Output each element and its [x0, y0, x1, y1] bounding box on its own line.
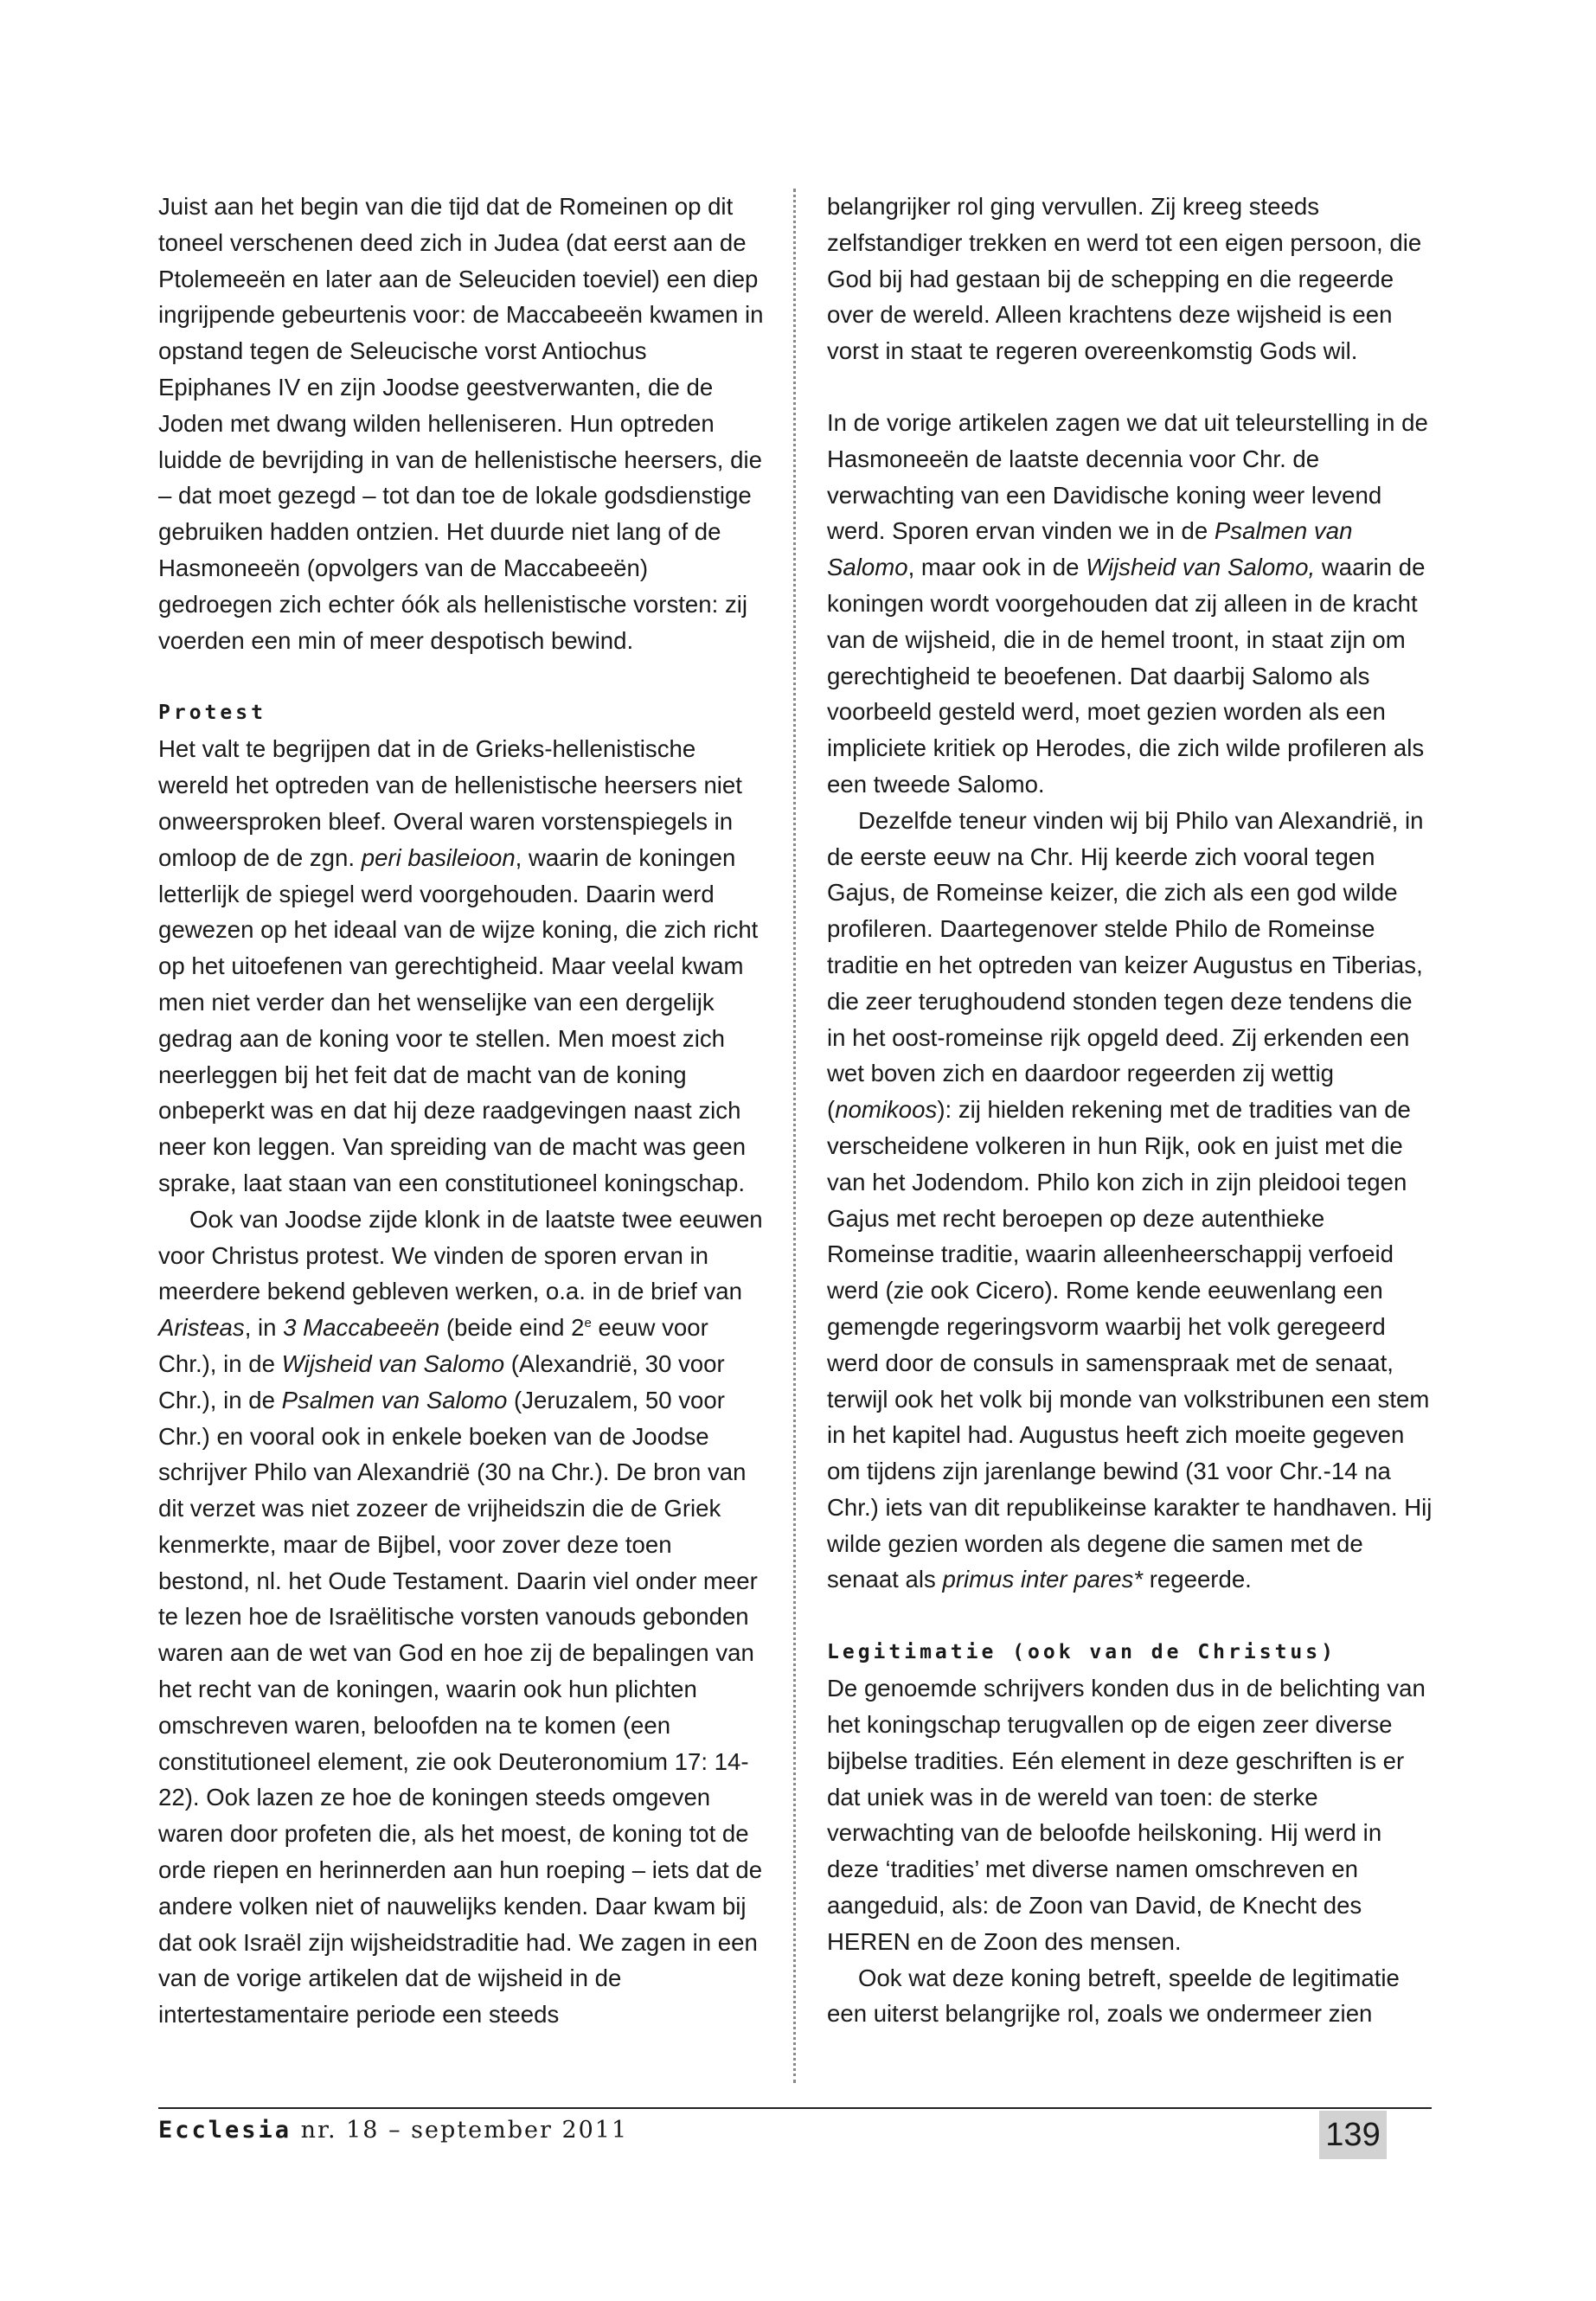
paragraph: belangrijker rol ging vervullen. Zij kreeg steeds zelfstandiger trekken en werd tot een eigen persoon, die God bij had gestaan bij de schepping en die regeerde over de wereld. Alleen krachtens deze wijsheid is een vorst in staat te regeren overeenkomstig Gods wil.: [827, 193, 1422, 365]
magazine-name: Ecclesia: [158, 2117, 292, 2144]
section-heading-legitimatie: Legitimatie (ook van de Christus): [827, 1641, 1336, 1664]
page-number: 139: [1319, 2111, 1387, 2159]
paragraph: In de vorige artikelen zagen we dat uit teleurstelling in de Hasmoneeën de laatste decennia voor Chr. de verwachting van een Davidische koning weer levend werd. Sporen ervan vinden we in de Psalmen van Salomo, maar ook in de Wijsheid van Salomo, waarin de koningen wordt voorgehouden dat zij alleen in de kracht van de wijsheid, die in de hemel troont, in staat zijn om gerechtigheid te beoefenen. Dat daarbij Salomo als voorbeeld gesteld werd, moet gezien worden als een impliciete kritiek op Herodes, die zich wilde profileren als een tweede Salomo.: [827, 408, 1428, 798]
paragraph: De genoemde schrijvers konden dus in de belichting van het koningschap terugvallen op de eigen zeer diverse bijbelse tradities. Eén element in deze geschriften is er dat uniek was in de wereld van toen: de sterke verwachting van de beloofde heilskoning. Hij werd in deze ‘tradities’ met diverse namen omschreven en aangeduid, als: de Zoon van David, de Knecht des HEREN en de Zoon des mensen.: [827, 1675, 1426, 1955]
paragraph: Het valt te begrijpen dat in de Grieks-hellenistische wereld het optreden van de hellenistische heersers niet onweersproken bleef. Overal waren vorstenspiegels in omloop de de zgn. peri basileioon, waarin de koningen letterlijk de spiegel werd voorgehouden. Daarin werd gewezen op het ideaal van de wijze koning, die zich richt op het uitoefenen van gerechtigheid. Maar veelal kwam men niet verder dan het wenselijke van een dergelijk gedrag aan de koning voor te stellen. Men moest zich neerleggen bij het feit dat de macht van de koning onbeperkt was en dat hij deze raadgevingen naast zich neer kon leggen. Van spreiding van de macht was geen sprake, laat staan van een constitutioneel koningschap.: [158, 735, 759, 1196]
issue-info: nr. 18 – september 2011: [292, 2117, 629, 2144]
paragraph: Dezelfde teneur vinden wij bij Philo van Alexandrië, in de eerste eeuw na Chr. Hij keerde zich vooral tegen Gajus, de Romeinse keizer, die zich als een god wilde profileren. Daartegenover stelde Philo de Romeinse traditie en het optreden van keizer Augustus en Tiberias, die zeer terughoudend stonden tegen deze tendens die in het oost-romeinse rijk opgeld deed. Zij erkenden een wet boven zich en daardoor regeerden zij wettig (nomikoos): zij hielden rekening met de tradities van de verscheidene volkeren in hun Rijk, ook en juist met die van het Jodendom. Philo kon zich in zijn pleidooi tegen Gajus met recht beroepen op deze autenthieke Romeinse traditie, waarin alleenheerschappij verfoeid werd (zie ook Cicero). Rome kende eeuwenlang een gemengde regeringsvorm waarbij het volk geregeerd werd door de consuls in samenspraak met de senaat, terwijl ook het volk bij monde van volkstribunen een stem in het kapitel had. Augustus heeft zich moeite gegeven om tijdens zijn jarenlange bewind (31 voor Chr.-14 na Chr.) iets van dit republikeinse karakter te handhaven. Hij wilde gezien worden als degene die samen met de senaat als primus inter pares* regeerde.: [827, 806, 1433, 1593]
paragraph: Ook wat deze koning betreft, speelde de legitimatie een uiterst belangrijke rol, zoals we ondermeer zien: [827, 1964, 1400, 2028]
footer-rule: [158, 2107, 1432, 2109]
paragraph: Ook van Joodse zijde klonk in de laatste twee eeuwen voor Christus protest. We vinden de sporen ervan in meerdere bekend gebleven werken, o.a. in de brief van Aristeas, in 3 Maccabeeën (beide eind 2e eeuw voor Chr.), in de Wijsheid van Salomo (Alexandrië, 30 voor Chr.), in de Psalmen van Salomo (Jeruzalem, 50 voor Chr.) en vooral ook in enkele boeken van de Joodse schrijver Philo van Alexandrië (30 na Chr.). De bron van dit verzet was niet zozeer de vrijheidszin die de Griek kenmerkte, maar de Bijbel, voor zover deze toen bestond, nl. het Oude Testament. Daarin viel onder meer te lezen hoe de Israëlitische vorsten vanouds gebonden waren aan de wet van God en hoe zij de bepalingen van het recht van de koningen, waarin ook hun plichten omschreven waren, beloofden na te komen (een constitutioneel element, zie ook Deuteronomium 17: 14-22). Ook lazen ze hoe de koningen steeds omgeven waren door profeten die, als het moest, de koning tot de orde riepen en herinnerden aan hun roeping – iets dat de andere volken niet of nauwelijks kenden. Daar kwam bij dat ook Israël zijn wijsheidstraditie had. We zagen in een van de vorige artikelen dat de wijsheid in de intertestamentaire periode een steeds: [158, 1205, 763, 2029]
left-column: [158, 189, 764, 2033]
section-heading-protest: Protest: [158, 702, 266, 725]
column-divider: [793, 189, 796, 2083]
paragraph: Juist aan het begin van die tijd dat de Romeinen op dit toneel verschenen deed zich in Judea (dat eerst aan de Ptolemeeën en later aan de Seleuciden toeviel) een diep ingrijpende gebeurtenis voor: de Maccabeeën kwamen in opstand tegen de Seleucische vorst Antiochus Epiphanes IV en zijn Joodse geestverwanten, die de Joden met dwang wilden helleniseren. Hun optreden luidde de bevrijding in van de hellenistische heersers, die – dat moet gezegd – tot dan toe de lokale godsdienstige gebruiken hadden ontzien. Het duurde niet lang of de Hasmoneeën (opvolgers van de Maccabeeën) gedroegen zich echter óók als hellenistische vorsten: zij voerden een min of meer despotisch bewind.: [158, 193, 764, 654]
right-column: [827, 189, 1433, 2032]
footer-credit: [158, 2117, 628, 2144]
